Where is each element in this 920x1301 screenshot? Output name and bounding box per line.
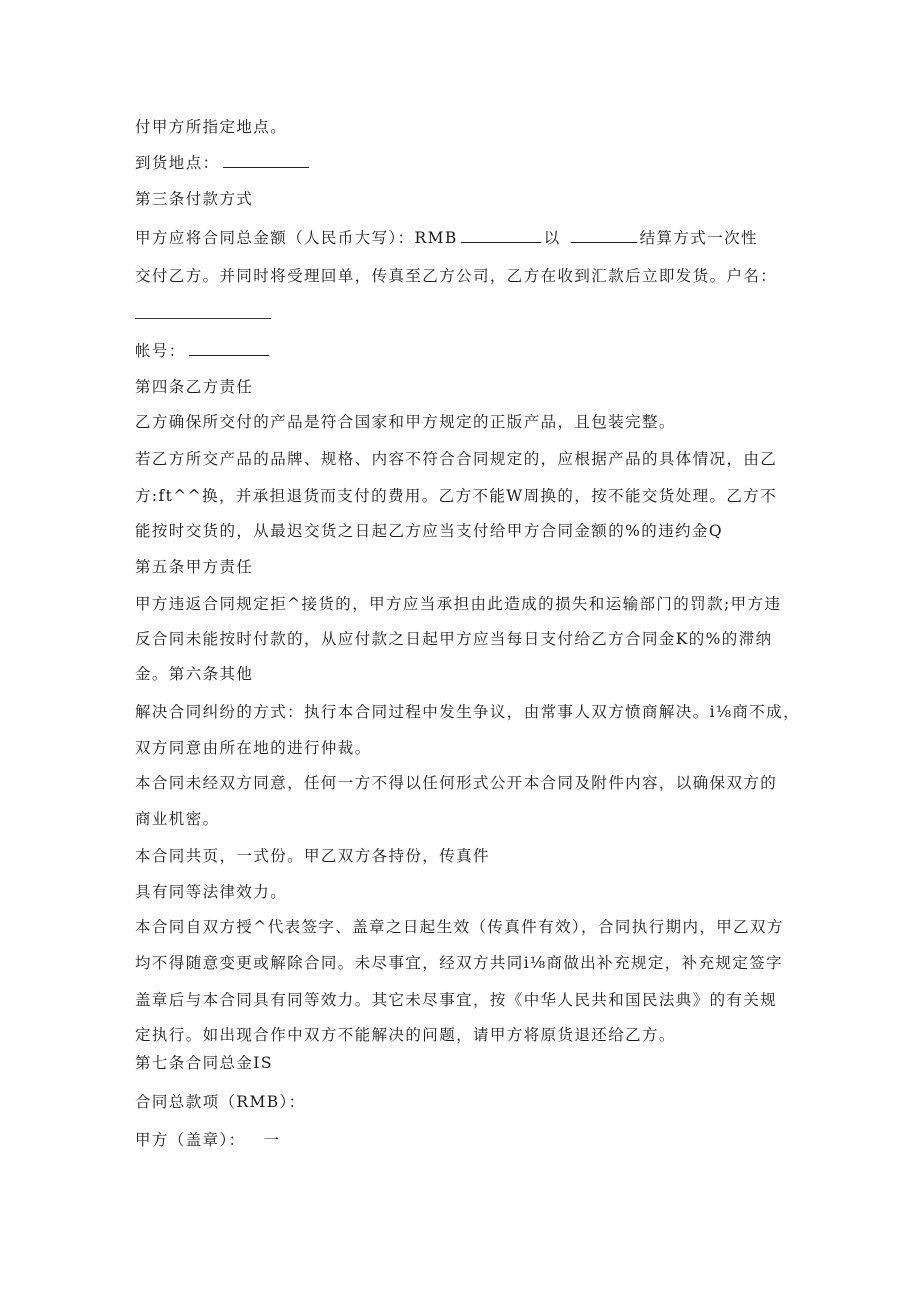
settlement-method-blank[interactable] [571,228,637,243]
account-number-blank[interactable] [189,341,269,356]
article-7-heading: 第七条合同总金IS [135,1054,273,1072]
text-line: 反合同未能按时付款的，从应付款之日起甲方应当每日支付给乙方合同金K的%的滞纳 [135,630,773,648]
amount-blank[interactable] [461,228,541,243]
party-a-seal-label: 甲方（盖章）： [135,1131,246,1149]
delivery-location-line [135,153,312,173]
text-line: 具有同等法律效力。 [135,883,288,901]
text-line: 方:ft^^换，并承担退货而支付的费用。乙方不能W周换的，按不能交货处理。乙方不 [135,487,778,505]
payment-method-text: 结算方式一次性 [639,229,758,247]
account-name-blank[interactable] [135,318,271,319]
text-line: 金。第六条其他 [135,665,254,683]
article-4-heading: 第四条乙方责任 [135,378,254,396]
text-line: 乙方确保所交付的产品是符合国家和甲方规定的正版产品，且包装完整。 [135,413,676,431]
delivery-location-label: 到货地点： [135,154,220,172]
payment-amount-label: 甲方应将合同总金额（人民币大写）：RMB [135,229,458,247]
article-5-heading: 第五条甲方责任 [135,558,254,576]
payment-amount-line [135,228,758,248]
text-line: 甲方违返合同规定拒^接货的，甲方应当承担由此造成的损失和运输部门的罚款;甲方违 [135,595,782,613]
text-line: 若乙方所交产品的品牌、规格、内容不符合合同规定的，应根据产品的具体情况，由乙 [135,450,778,468]
text-line: 均不得随意变更或解除合同。未尽事宜，经双方共同i⅛商做出补充规定，补充规定签字 [135,954,784,972]
text-line: 商业机密。 [135,810,220,828]
account-number-line [135,341,272,361]
article-3-heading: 第三条付款方式 [135,190,254,208]
party-a-seal-dash: 一 [263,1131,281,1149]
text-line: 付甲方所指定地点。 [135,118,288,136]
text-line: 定执行。如出现合作中双方不能解决的问题，请甲方将原货退还给乙方。 [135,1026,676,1044]
text-line: 本合同未经双方同意，任何一方不得以任何形式公开本合同及附件内容，以确保双方的 [135,774,778,792]
contract-total-line: 合同总款项（RMB）： [135,1093,306,1111]
text-line: 能按时交货的，从最迟交货之日起乙方应当支付给甲方合同金额的%的违约金Q [135,522,723,540]
account-number-label: 帐号： [135,342,186,360]
text-line: 交付乙方。并同时将受理回单，传真至乙方公司，乙方在收到汇款后立即发货。户名： [135,267,778,285]
text-line: 双方同意由所在地的进行仲裁。 [135,739,372,757]
text-line: 本合同共页，一式份。甲乙双方各持份，传真件 [135,847,490,865]
text-line: 本合同自双方授^代表签字、盖章之日起生效（传真件有效），合同执行期内，甲乙双方 [135,918,784,936]
text-line: 解决合同纠纷的方式：执行本合同过程中发生争议，由常事人双方愤商解决。i⅛商不成， [135,703,800,721]
text-line: 盖章后与本合同具有同等效力。其它未尽事宜，按《中华人民共和国民法典》的有关规 [135,991,778,1009]
party-a-seal-line [135,1130,280,1150]
delivery-location-blank[interactable] [223,153,309,168]
payment-with-text: 以 [543,229,561,247]
